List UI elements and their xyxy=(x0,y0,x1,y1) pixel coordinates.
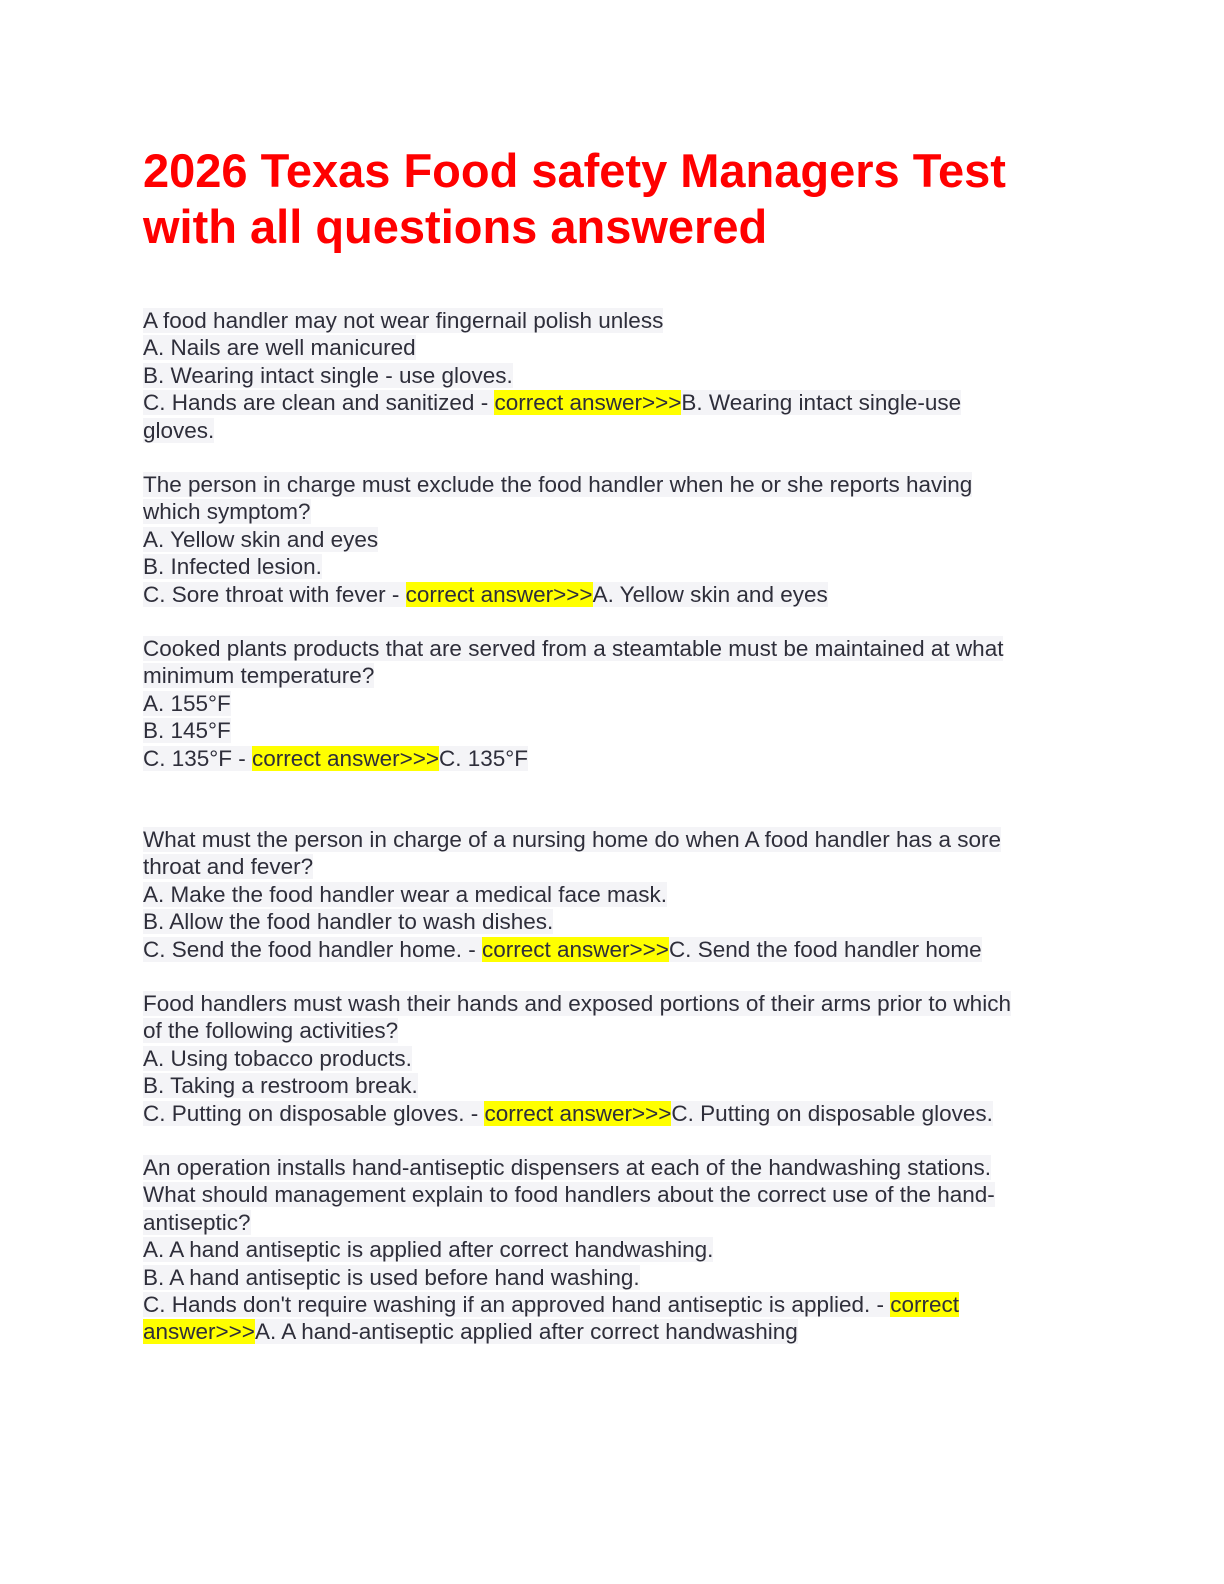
question-block-5 xyxy=(143,990,1083,1127)
question-text-continuation: of the following activities? xyxy=(143,1018,399,1044)
option-b: B. Allow the food handler to wash dishes. xyxy=(143,909,554,935)
option-a: A. 155°F xyxy=(143,690,231,716)
option-c: C. Hands don't require washing if an approved hand antiseptic is applied. - correct xyxy=(143,1292,960,1318)
question-block-3 xyxy=(143,635,1083,772)
question-block-1 xyxy=(143,307,1083,444)
correct-answer-text: C. 135°F xyxy=(439,745,529,771)
document-title xyxy=(143,143,1103,255)
question-text: Food handlers must wash their hands and exposed portions of their arms prior to which xyxy=(143,991,1011,1016)
correct-answer-text: A. Yellow skin and eyes xyxy=(592,581,828,607)
correct-answer-text: C. Send the food handler home xyxy=(668,936,982,962)
option-b: B. 145°F xyxy=(143,718,231,744)
question-text: Cooked plants products that are served from a steamtable must be maintained at what xyxy=(143,636,1004,661)
option-b: B. Infected lesion. xyxy=(143,554,322,580)
correct-answer-marker: correct answer>>> xyxy=(252,745,439,771)
question-block-6 xyxy=(143,1154,1083,1346)
option-a: A. A hand antiseptic is applied after correct handwashing. xyxy=(143,1237,714,1263)
question-text-continuation: throat and fever? xyxy=(143,854,314,880)
option-c: C. 135°F - correct answer>>>C. 135°F xyxy=(143,745,529,771)
question-block-4 xyxy=(143,826,1083,963)
correct-answer-marker-continuation: answer>>> xyxy=(143,1319,255,1345)
option-c: C. Send the food handler home. - correct answer>>>C. Send the food handler home xyxy=(143,936,982,962)
correct-answer-marker: correct xyxy=(890,1292,960,1318)
correct-answer-line xyxy=(143,1318,1083,1345)
option-a: A. Make the food handler wear a medical face mask. xyxy=(143,881,668,907)
option-c: C. Hands are clean and sanitized - correct answer>>>B. Wearing intact single-use xyxy=(143,390,962,416)
title-line-2: with all questions answered xyxy=(143,200,768,253)
question-text: What must the person in charge of a nursing home do when A food handler has a sore xyxy=(143,827,1002,852)
question-text-continuation: antiseptic? xyxy=(143,1209,251,1235)
option-a: A. Yellow skin and eyes xyxy=(143,526,379,552)
option-c: C. Sore throat with fever - correct answer>>>A. Yellow skin and eyes xyxy=(143,581,828,607)
question-text-continuation: minimum temperature? xyxy=(143,663,375,689)
correct-answer-text: B. Wearing intact single-use xyxy=(681,390,962,416)
option-b: B. Taking a restroom break. xyxy=(143,1073,418,1099)
correct-answer-marker: correct answer>>> xyxy=(484,1100,672,1126)
correct-answer-continuation: gloves. xyxy=(143,417,215,443)
option-b: B. Wearing intact single - use gloves. xyxy=(143,362,513,388)
option-a: A. Nails are well manicured xyxy=(143,335,416,361)
correct-answer-marker: correct answer>>> xyxy=(405,581,593,607)
correct-answer-marker: correct answer>>> xyxy=(494,390,682,416)
correct-answer-text: C. Putting on disposable gloves. xyxy=(671,1100,993,1126)
question-text: A food handler may not wear fingernail polish unless xyxy=(143,308,664,333)
correct-answer-marker: correct answer>>> xyxy=(481,936,669,962)
option-c: C. Putting on disposable gloves. - correct answer>>>C. Putting on disposable gloves. xyxy=(143,1100,993,1126)
question-text-continuation: What should management explain to food handlers about the correct use of the hand- xyxy=(143,1182,995,1208)
question-block-2 xyxy=(143,471,1083,608)
option-a: A. Using tobacco products. xyxy=(143,1045,412,1071)
question-text: An operation installs hand-antiseptic dispensers at each of the handwashing stations. xyxy=(143,1155,992,1180)
option-b: B. A hand antiseptic is used before hand washing. xyxy=(143,1264,640,1290)
question-text: The person in charge must exclude the food handler when he or she reports having xyxy=(143,472,973,497)
correct-answer-text: A. A hand-antiseptic applied after correct handwashing xyxy=(254,1319,798,1345)
question-text-continuation: which symptom? xyxy=(143,499,311,525)
title-line-1: 2026 Texas Food safety Managers Test xyxy=(143,144,1006,197)
